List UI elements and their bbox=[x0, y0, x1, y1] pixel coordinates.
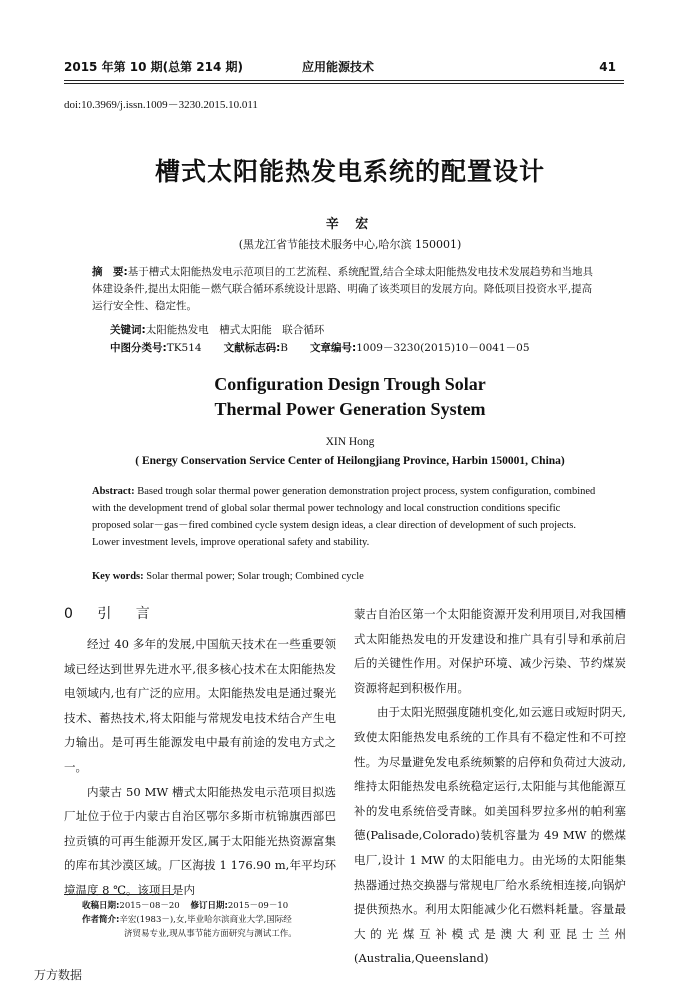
header-issue: 2015 年第 10 期(总第 214 期) bbox=[64, 60, 244, 74]
body-paragraph: 经过 40 多年的发展,中国航天技术在一些重要领域已经达到世界先进水平,很多核心技术在太阳能热发电领域内,也有广泛的应用。太阳能热发电是通过聚光技术、蓄热技术,将太阳能与常规发电技术结合产生电力输出。是可再生能源发电中最有前途的发电方式之一。 bbox=[64, 637, 336, 774]
header-journal-name: 应用能源技术 bbox=[302, 60, 375, 74]
header-rule bbox=[64, 80, 624, 81]
paper-title-en-text: Configuration Design Trough Solar Thermal Power Generation System bbox=[214, 374, 486, 419]
keywords-en bbox=[92, 571, 364, 582]
bio-line: 辛宏(1983－),女,毕业哈尔滨商业大学,国际经 bbox=[119, 915, 292, 925]
doc-code-label: 文献标志码: bbox=[223, 342, 281, 354]
revised-date: 2015－09－10 bbox=[227, 901, 289, 911]
body-column-left bbox=[64, 602, 336, 903]
footnote bbox=[82, 899, 342, 941]
clc-value: TK514 bbox=[166, 342, 202, 354]
footnote-bio-cont: 济贸易专业,现从事节能方面研究与测试工作。 bbox=[124, 929, 297, 939]
clc-label: 中图分类号: bbox=[110, 342, 167, 354]
affiliation-en: ( Energy Conservation Service Center of Heilongjiang Province, Harbin 150001, China) bbox=[135, 455, 565, 467]
header-rule-thin bbox=[64, 83, 624, 84]
clc bbox=[110, 340, 202, 355]
abstract-cn bbox=[92, 264, 600, 315]
author-en: XIN Hong bbox=[325, 436, 375, 448]
article-number-value: 1009－3230(2015)10－0041－05 bbox=[356, 342, 530, 354]
doc-code bbox=[224, 340, 288, 355]
keywords-cn-label: 关键词: bbox=[110, 324, 146, 336]
body-column-right bbox=[354, 602, 626, 971]
article-number bbox=[310, 340, 530, 355]
abstract-cn-label: 摘 要: bbox=[92, 266, 128, 278]
header-page-number: 41 bbox=[599, 59, 616, 74]
abstract-en-label: Abstract: bbox=[92, 486, 135, 497]
body-paragraph: 蒙古自治区第一个太阳能资源开发利用项目,对我国槽式太阳能热发电的开发建设和推广具有引导和承前启后的关键性作用。对保护环境、减少污染、节约煤炭资源将起到积极作用。 bbox=[354, 607, 626, 695]
abstract-en-text: Based trough solar thermal power generation demonstration project process, system configuration, combined with the development trend of global solar thermal power technology and local construction conditions specific proposed solar－gas－fired combined cycle system design ideas, a clear direction of development of such projects. Lower investment levels, improve operational safety and stability. bbox=[92, 486, 596, 548]
paper-title-cn: 槽式太阳能热发电系统的配置设计 bbox=[154, 157, 545, 186]
body-paragraph: 内蒙古 50 MW 槽式太阳能热发电示范项目拟选厂址位于位于内蒙古自治区鄂尔多斯市杭锦旗西部巴拉贡镇的可再生能源开发区,属于太阳能光热资源富集的库布其沙漠区域。厂区海拔 1 176.90 m,年平均环境温度 8 ℃。该项目是内 bbox=[64, 784, 336, 897]
author-cn: 辛 宏 bbox=[325, 217, 375, 232]
footnote-dates bbox=[82, 899, 342, 913]
doi: doi:10.3969/j.issn.1009－3230.2015.10.011 bbox=[64, 99, 258, 111]
keywords-en-label: Key words: bbox=[92, 571, 144, 582]
section-heading: 0 引 言 bbox=[64, 606, 160, 622]
affiliation-cn: (黑龙江省节能技术服务中心,哈尔滨 150001) bbox=[238, 238, 462, 251]
article-number-label: 文章编号: bbox=[310, 342, 357, 354]
revised-label: 修订日期: bbox=[190, 901, 228, 911]
keywords-en-text: Solar thermal power; Solar trough; Combined cycle bbox=[146, 571, 364, 582]
footnote-rule bbox=[64, 894, 174, 895]
bio-label: 作者简介: bbox=[82, 915, 120, 925]
paper-title-en bbox=[0, 372, 700, 422]
body-paragraph: 由于太阳光照强度随机变化,如云遮日或短时阴天,致使太阳能热发电系统的工作具有不稳定性和不可控性。为尽量避免发电系统频繁的启停和负荷过大波动,维持太阳能热发电系统稳定运行,太阳能与其他能源互补的发电系统倍受青睐。如美国科罗拉多州的帕利塞德(Palisade,Colorado)装机容量为 49 MW 的燃煤电厂,设计 1 MW 的太阳能电力。由光场的太阳能集热器通过热交换器与常规电厂给水系统相连接,向锅炉提供预热水。利用太阳能减少化石燃料耗量。容量最大的光煤互补模式是澳大利亚昆士兰州(Australia,Queensland) bbox=[354, 705, 626, 966]
doc-code-value: B bbox=[280, 342, 289, 354]
running-header bbox=[64, 58, 616, 75]
footnote-bio bbox=[82, 913, 342, 927]
keywords-cn-text: 太阳能热发电 槽式太阳能 联合循环 bbox=[145, 324, 325, 336]
abstract-cn-text: 基于槽式太阳能热发电示范项目的工艺流程、系统配置,结合全球太阳能热发电技术发展趋势和当地具体建设条件,提出太阳能－燃气联合循环系统设计思路、明确了该类项目的发展方向。降低项目投资水平,提高运行安全性、稳定性。 bbox=[92, 266, 594, 312]
watermark: 万方数据 bbox=[34, 968, 83, 982]
keywords-cn bbox=[110, 322, 324, 337]
received-label: 收稿日期: bbox=[82, 901, 120, 911]
received-date: 2015－08－20 bbox=[119, 901, 180, 911]
classification-line bbox=[110, 340, 530, 355]
abstract-en bbox=[92, 483, 600, 551]
